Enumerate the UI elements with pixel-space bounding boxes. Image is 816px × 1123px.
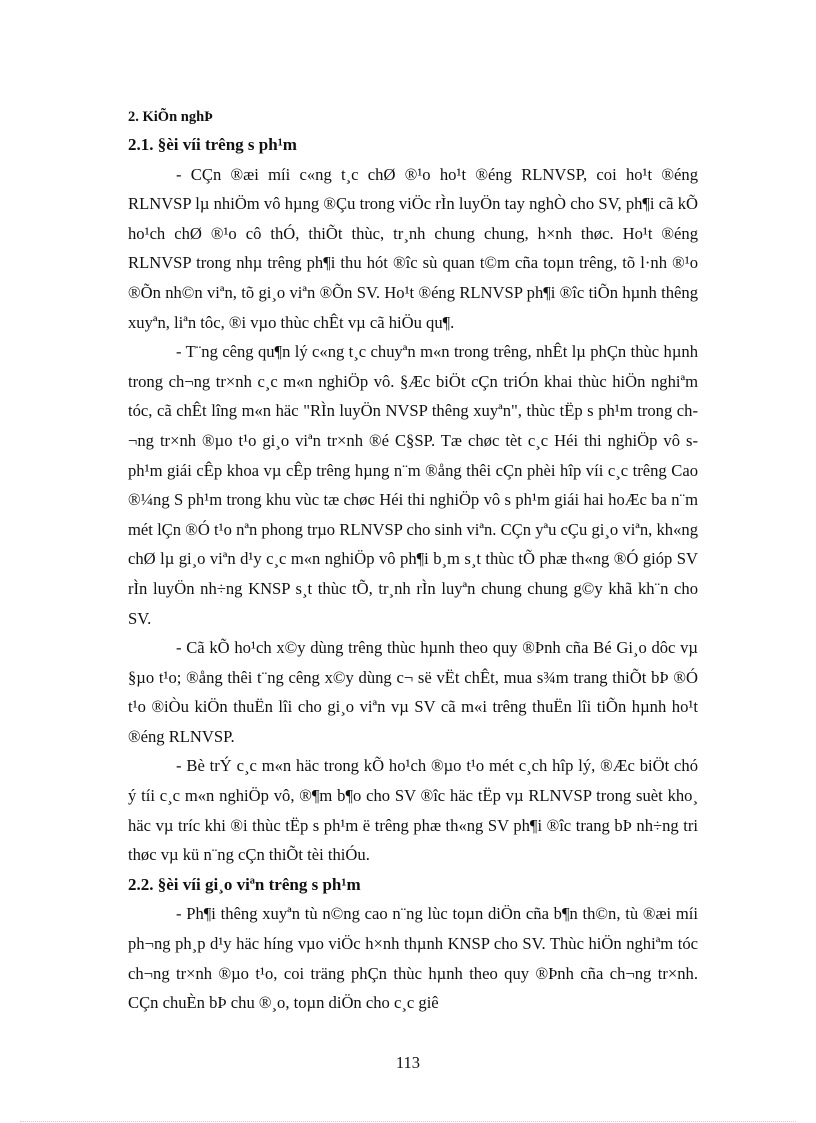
section-2-title: 2.2. §èi víi gi¸o viªn trêng s ph¹m	[128, 874, 361, 894]
page-content	[128, 101, 698, 1018]
section-2-paragraph-1: - Ph¶i thêng xuyªn tù n©ng cao n¨ng lùc toµn diÖn cña b¶n th©n, tù ®æi míi ph¬ng ph¸p d¹y häc híng vµo viÖc h×nh thµnh KNSP cho SV. Thùc hiÖn nghiªm tóc ch¬ng tr×nh ®µo t¹o, coi träng phÇn thùc hµnh theo quy ®Þnh cña ch¬ng tr×nh. CÇn chuÈn bÞ chu ®¸o, toµn diÖn cho c¸c giê	[128, 904, 698, 1013]
page-number: 113	[395, 1053, 421, 1072]
section-1-paragraph-4: - Bè trÝ c¸c m«n häc trong kÕ ho¹ch ®µo t¹o mét c¸ch hîp lý, ®Æc biÖt chó ý tíi c¸c m«n nghiÖp vô, ®¶m b¶o cho SV ®îc häc tËp vµ RLNVSP trong suèt kho¸ häc vµ tríc khi ®i thùc tËp s ph¹m ë trêng phæ th«ng SV ph¶i ®îc trang bÞ nh÷ng tri thøc vµ kü n¨ng cÇn thiÕt tèi thiÓu.	[128, 756, 698, 865]
section-1-paragraph-2: - T¨ng cêng qu¶n lý c«ng t¸c chuyªn m«n trong trêng, nhÊt lµ phÇn thùc hµnh trong ch¬ng tr×nh c¸c m«n nghiÖp vô. §Æc biÖt cÇn triÓn khai thùc hiÖn nghiªm tóc, cã chÊt lîng m«n häc "RÌn luyÖn NVSP thêng xuyªn", thùc tËp s ph¹m trong ch¬ng tr×nh ®µo t¹o gi¸o viªn tr×nh ®é C§SP. Tæ chøc tèt c¸c Héi thi nghiÖp vô s ph¹m giái cÊp khoa vµ cÊp trêng hµng n¨m ®ång thêi cÇn phèi hîp víi c¸c trêng Cao ®¼ng S ph¹m trong khu vùc tæ chøc Héi thi nghiÖp vô s ph¹m giái hai hoÆc ba n¨m mét lÇn ®Ó t¹o nªn phong trµo RLNVSP cho sinh viªn. CÇn yªu cÇu gi¸o viªn, kh«ng chØ lµ gi¸o viªn d¹y c¸c m«n nghiÖp vô ph¶i b¸m s¸t thùc tÕ phæ th«ng ®Ó gióp SV rÌn luyÖn nh÷ng KNSP s¸t thùc tÕ, tr¸nh rÌn luyªn chung chung g©y khã kh¨n cho SV.	[128, 342, 698, 628]
section-1-paragraph-1: - CÇn ®æi míi c«ng t¸c chØ ®¹o ho¹t ®éng RLNVSP, coi ho¹t ®éng RLNVSP lµ nhiÖm vô hµng ®Çu trong viÖc rÌn luyÖn tay nghÒ cho SV, ph¶i cã kÕ ho¹ch chØ ®¹o cô thÓ, thiÕt thùc, tr¸nh chung chung, h×nh thøc. Ho¹t ®éng RLNVSP trong nhµ trêng ph¶i thu hót ®îc sù quan t©m cña toµn trêng, tõ l·nh ®¹o ®Õn nh©n viªn, tõ gi¸o viªn ®Õn SV. Ho¹t ®éng RLNVSP ph¶i ®îc tiÕn hµnh thêng xuyªn, liªn tôc, ®i vµo thùc chÊt vµ cã hiÖu qu¶.	[128, 164, 698, 332]
section-1-title: 2.1. §èi víi trêng s ph¹m	[128, 135, 297, 154]
heading-recommendations: 2. KiÕn nghÞ	[128, 109, 214, 125]
page-bottom-divider	[20, 1121, 796, 1122]
section-1-paragraph-3: - Cã kÕ ho¹ch x©y dùng trêng thùc hµnh theo quy ®Þnh cña Bé Gi¸o dôc vµ §µo t¹o; ®ång thêi t¨ng cêng x©y dùng c¬ së vËt chÊt, mua s¾m trang thiÕt bÞ ®Ó t¹o ®iÒu kiÖn thuËn lîi cho gi¸o viªn vµ SV cã m«i trêng thuËn lîi tiÕn hµnh ho¹t ®éng RLNVSP.	[128, 638, 698, 746]
